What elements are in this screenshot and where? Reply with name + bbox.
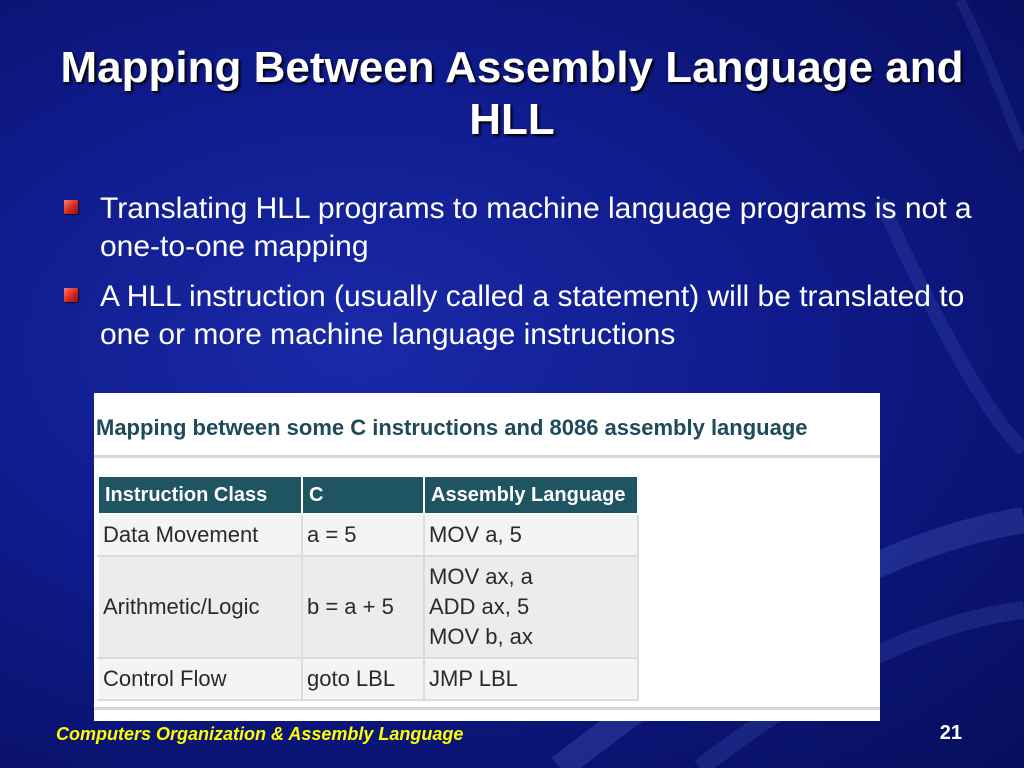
square-bullet-icon: [64, 200, 78, 214]
bullet-list: [60, 190, 980, 366]
bullet-text: A HLL instruction (usually called a statement) will be translated to one or more machine language instructions: [100, 280, 965, 351]
mapping-table: [97, 475, 639, 701]
slide-title: Mapping Between Assembly Language and HLL: [60, 43, 964, 144]
cell-assembly: [424, 514, 638, 556]
header-assembly-language: Assembly Language: [424, 476, 638, 514]
assembly-line: MOV ax, a: [429, 564, 533, 589]
table-row: [98, 658, 638, 700]
cell-c: b = a + 5: [302, 556, 424, 658]
cell-c: a = 5: [302, 514, 424, 556]
bullet-item: [60, 278, 980, 354]
bullet-item: [60, 190, 980, 266]
bottom-divider: [94, 707, 880, 710]
table-caption: Mapping between some C instructions and 8086 assembly language: [96, 415, 808, 440]
table-row: [98, 556, 638, 658]
table-header-row: [98, 476, 638, 514]
header-instruction-class: Instruction Class: [98, 476, 302, 514]
cell-instruction-class: Control Flow: [98, 658, 302, 700]
square-bullet-icon: [64, 288, 78, 302]
caption-divider: [94, 455, 880, 458]
bullet-text: Translating HLL programs to machine language programs is not a one-to-one mapping: [100, 192, 972, 263]
assembly-line: MOV a, 5: [429, 522, 522, 547]
cell-instruction-class: Data Movement: [98, 514, 302, 556]
assembly-line: ADD ax, 5: [429, 594, 530, 619]
mapping-table-image: [94, 393, 880, 721]
table-row: [98, 514, 638, 556]
footer-course-title: Computers Organization & Assembly Language: [56, 724, 464, 744]
cell-c: goto LBL: [302, 658, 424, 700]
slide-number: 21: [939, 722, 962, 744]
header-c: C: [302, 476, 424, 514]
cell-assembly: [424, 658, 638, 700]
cell-instruction-class: Arithmetic/Logic: [98, 556, 302, 658]
assembly-line: MOV b, ax: [429, 624, 533, 649]
cell-assembly: [424, 556, 638, 658]
assembly-line: JMP LBL: [429, 666, 518, 691]
